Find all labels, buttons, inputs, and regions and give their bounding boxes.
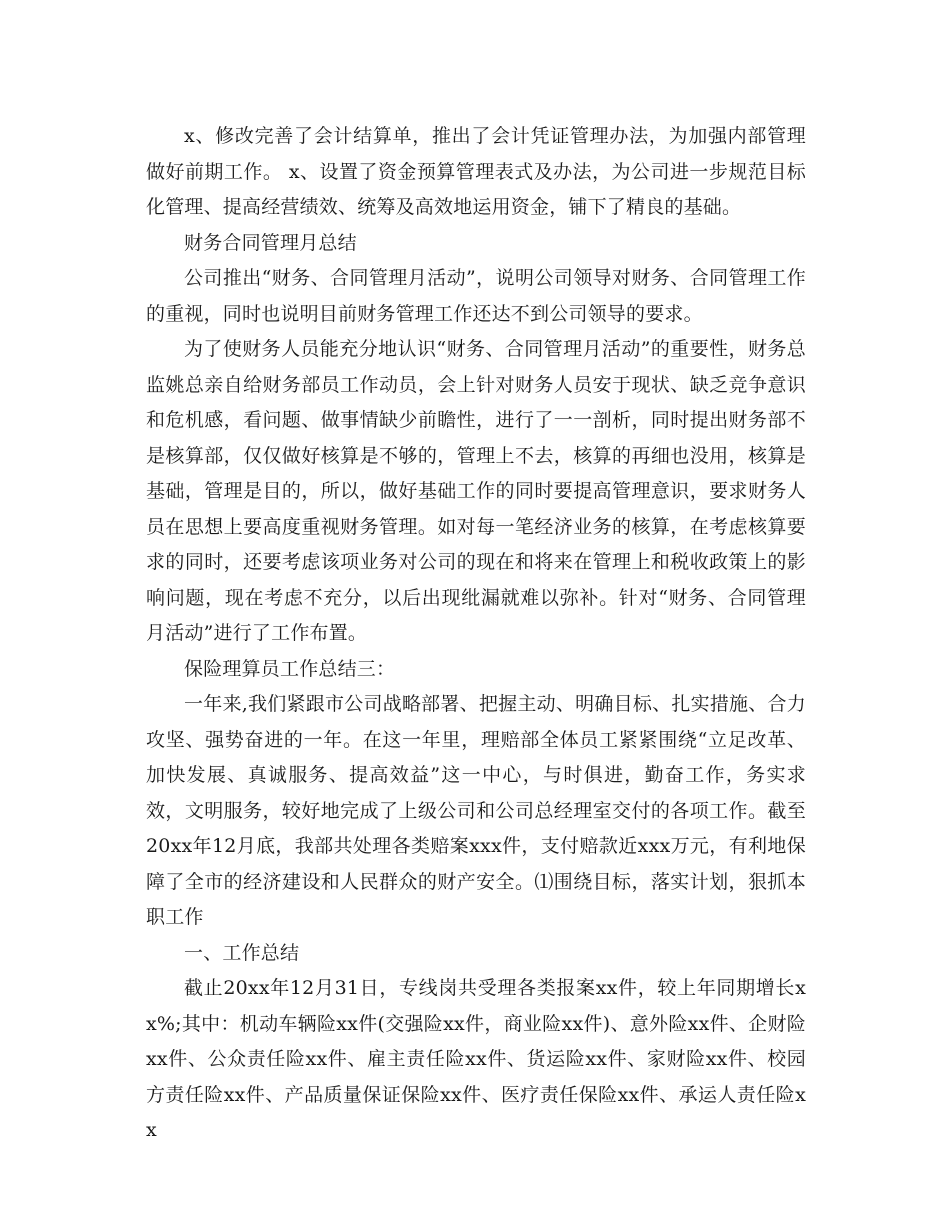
paragraph-claims-statistics: 截止20xx年12月31日，专线岗共受理各类报案xx件，较上年同期增长xx%;其中：机动车辆险xx件(交强险xx件，商业险xx件)、意外险xx件、企财险xx件、公众责任险xx件、雇主责任险xx件、货运险xx件、家财险xx件、校园方责任险xx件、产品质量保证保险xx件、医疗责任保险xx件、承运人责任险xx	[146, 977, 806, 1141]
section-heading-work-summary: 一、工作总结	[184, 941, 300, 964]
section-heading-insurance-summary-three: 保险理算员工作总结三：	[184, 657, 396, 680]
paragraph-activity-launch: 公司推出“财务、合同管理月活动”，说明公司领导对财务、合同管理工作的重视，同时也说明目前财务管理工作还达不到公司领导的要求。	[146, 267, 806, 325]
paragraph-staff-mobilization: 为了使财务人员能充分地认识“财务、合同管理月活动”的重要性，财务总监姚总亲自给财务部员工作动员，会上针对财务人员安于现状、缺乏竞争意识和危机感，看问题、做事情缺少前瞻性，进行了一一剖析，同时提出财务部不是核算部，仅仅做好核算是不够的，管理上不去，核算的再细也没用，核算是基础，管理是目的，所以，做好基础工作的同时要提高管理意识，要求财务人员在思想上要高度重视财务管理。如对每一笔经济业务的核算，在考虑核算要求的同时，还要考虑该项业务对公司的现在和将来在管理上和税收政策上的影响问题，现在考虑不充分，以后出现纰漏就难以弥补。针对“财务、合同管理月活动”进行了工作布置。	[146, 338, 806, 644]
document-body	[146, 119, 806, 1149]
paragraph-year-review: 一年来,我们紧跟市公司战略部署、把握主动、明确目标、扎实措施、合力攻坚、强势奋进的一年。在这一年里，理赔部全体员工紧紧围绕“立足改革、加快发展、真诚服务、提高效益”这一中心，与时俱进，勤奋工作，务实求效，文明服务，较好地完成了上级公司和公司总经理室交付的各项工作。截至20xx年12月底，我部共处理各类赔案xxx件，支付赔款近xxx万元，有利地保障了全市的经济建设和人民群众的财产安全。⑴围绕目标，落实计划，狠抓本职工作	[146, 693, 806, 928]
section-heading-finance-contract-summary: 财务合同管理月总结	[184, 231, 357, 254]
paragraph-accounting-improvements: x、修改完善了会计结算单，推出了会计凭证管理办法，为加强内部管理做好前期工作。 x、设置了资金预算管理表式及办法，为公司进一步规范目标化管理、提高经营绩效、统筹及高效地运用资金，铺下了精良的基础。	[146, 125, 806, 218]
